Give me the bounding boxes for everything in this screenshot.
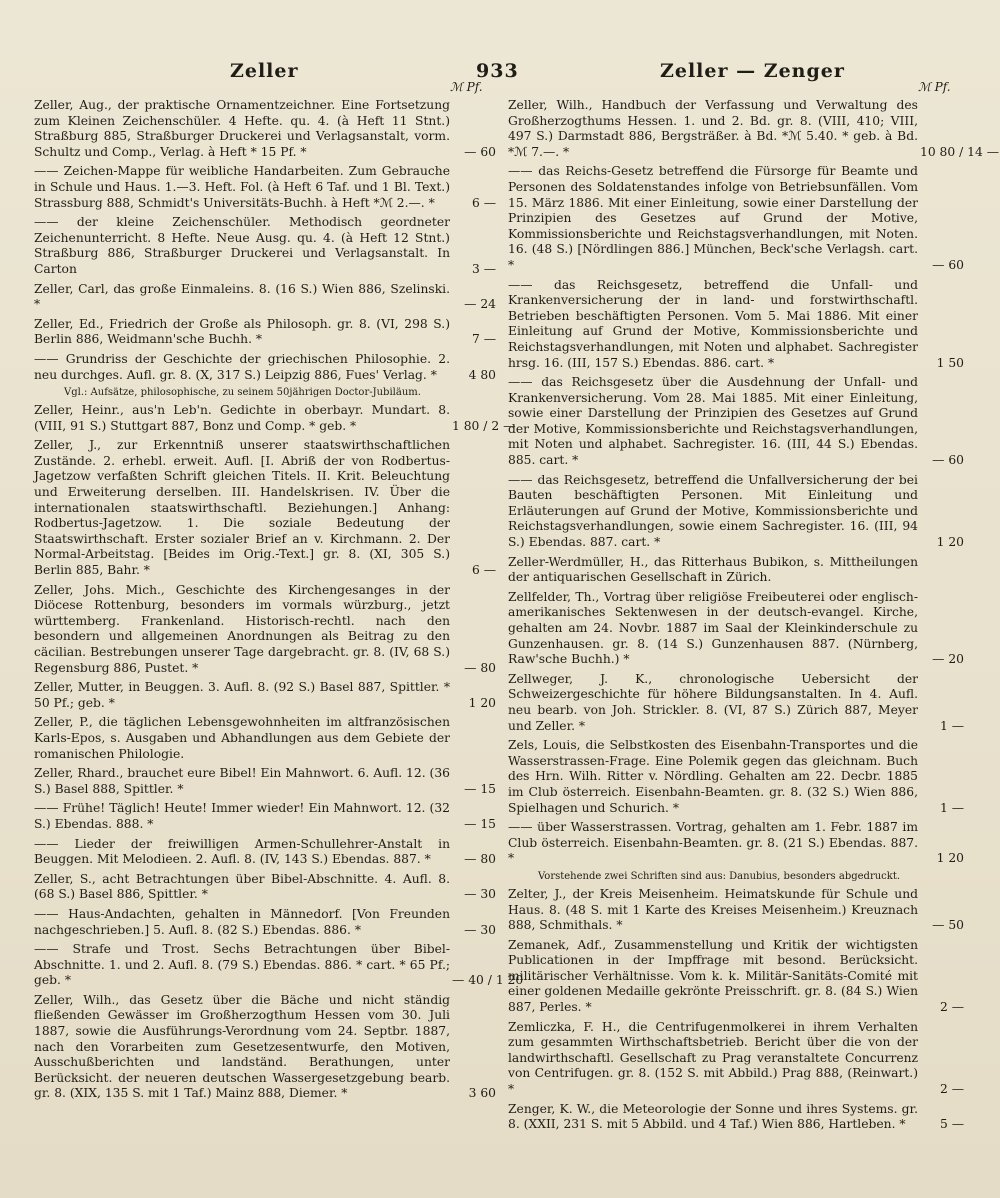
- entry-text: Zels, Louis, die Selbstkosten des Eisenbahn-Transportes und die Wasserstrassen-Frage. Eine Polemik gegen das gleichnam. Buch des Hrn. Wilh. Ritter v. Nördling. Gehalten am 22. Decbr. 1885 im Club österreich. Eisenbahn-Beamten. gr. 8. (32 S.) Wien 886, Spielhagen und Schurich. *: [508, 738, 918, 815]
- entry-price: 2 —: [939, 1082, 964, 1097]
- catalog-entry: [34, 387, 496, 399]
- entry-text: —— das Reichsgesetz über die Ausdehnung der Unfall- und Krankenversicherung. Vom 28. Mai 1885. Mit einer Einleitung, sowie einer Darstellung der Prinzipien des Gesetzes auf Grund der Motive, Kommissionsberichte und Reichstagsverhandlungen, mit Noten und alphabet. Sachregister. 16. (III, 44 S.) Ebendas. 885. cart. *: [508, 375, 918, 468]
- entry-price: 1 —: [939, 800, 964, 815]
- entry-price: — 30: [464, 887, 496, 902]
- running-head-left: Zeller: [230, 60, 299, 82]
- entry-text: Zeller, J., zur Erkenntniß unserer staatswirthschaftlichen Zustände. 2. erhebl. erweit. Aufl. [I. Abriß der von Rodbertus-Jagetzow verfaßten Schrift gleichen Titels. II. Krit. Beleuchtung und Erweiterung derselben. III. Handelskrisen. IV. Über die internationalen staatswirthschaftl. Beziehungen.] Anhang: Rodbertus-Jagetzow. 1. Die soziale Bedeutung der Staatswirthschaft. Erster sozialer Brief an v. Kirchmann. 2. Der Normal-Arbeitstag. [Beides im Orig.-Text.] gr. 8. (XI, 305 S.) Berlin 885, Bahr. *: [34, 438, 450, 578]
- entry-price: 1 50: [936, 355, 964, 370]
- catalog-entry: [34, 98, 496, 160]
- entry-text: Zeller, Aug., der praktische Ornamentzeichner. Eine Fortsetzung zum Kleinen Zeichenschüler. 4 Hefte. qu. 4. (à Heft 11 Stnt.) Straßburg 885, Straßburger Druckerei und Verlagsanstalt, vorm. Schultz und Comp., Verlag. à Heft * 15 Pf. *: [34, 98, 450, 159]
- catalog-entry: [34, 317, 496, 348]
- catalog-entry: [508, 164, 964, 273]
- catalog-entry: [508, 590, 964, 668]
- running-head-right: Zeller — Zenger: [660, 60, 845, 82]
- entry-text: Zeller, Heinr., aus'n Leb'n. Gedichte in oberbayr. Mundart. 8. (VIII, 91 S.) Stuttgart 887, Bonz und Comp. * geb. *: [34, 403, 450, 433]
- page-number: 933: [476, 60, 519, 82]
- catalog-entry: [34, 872, 496, 903]
- left-column: [34, 98, 524, 1106]
- entry-text: Zeller, Mutter, in Beuggen. 3. Aufl. 8. (92 S.) Basel 887, Spittler. * 50 Pf.; geb. *: [34, 680, 450, 710]
- catalog-entry: [34, 403, 516, 434]
- catalog-entry: [508, 375, 964, 469]
- entry-price: 4 80: [468, 367, 496, 382]
- currency-header-left: ℳ Pf.: [450, 80, 483, 94]
- catalog-entry: [34, 680, 496, 711]
- entry-price: 5 —: [939, 1117, 964, 1132]
- entry-price: — 80: [464, 660, 496, 675]
- currency-header-right: ℳ Pf.: [918, 80, 951, 94]
- entry-text: —— Grundriss der Geschichte der griechischen Philosophie. 2. neu durchges. Aufl. gr. 8. (X, 317 S.) Leipzig 886, Fues' Verlag. *: [34, 351, 450, 382]
- catalog-entry: [34, 282, 496, 313]
- catalog-entry: [508, 887, 964, 934]
- entry-text: Zeller, Wilh., das Gesetz über die Bäche und nicht ständig fließenden Gewässer im Großherzogthum Hessen vom 30. Juli 1887, sowie die Ausführungs-Verordnung vom 24. Septbr. 1887, nach den Vorarbeiten zum Gesetzesentwurfe, den Motiven, Ausschußberichten und landständ. Berathungen, unter Berücksicht. der neueren deutschen Wassergesetzgebung bearb. gr. 8. (XIX, 135 S. mit 1 Taf.) Mainz 888, Diemer. *: [34, 992, 450, 1101]
- catalog-entry: [508, 672, 964, 734]
- catalog-entry: [34, 907, 496, 938]
- catalog-entry: [508, 1102, 964, 1133]
- entry-price: — 15: [464, 816, 496, 831]
- entry-price: — 60: [932, 453, 964, 468]
- entry-price: 3 —: [471, 261, 496, 276]
- entry-text: —— Lieder der freiwilligen Armen-Schullehrer-Anstalt in Beuggen. Mit Melodieen. 2. Aufl. 8. (IV, 143 S.) Ebendas. 887. *: [34, 836, 450, 867]
- entry-text: —— das Reichs-Gesetz betreffend die Fürsorge für Beamte und Personen des Soldatenstandes infolge von Betriebsunfällen. Vom 15. März 1886. Mit einer Einleitung, sowie einer Darstellung der Prinzipien des Gesetzes auf Grund der Motive, Kommissionsberichte und Reichstagsverhandlungen, mit Noten. 16. (48 S.) [Nördlingen 886.] München, Beck'sche Verlagsh. cart. *: [508, 164, 918, 272]
- entry-price: 2 —: [939, 1000, 964, 1015]
- entry-price: 1 80 / 2 —: [452, 418, 516, 433]
- entry-text: —— über Wasserstrassen. Vortrag, gehalten am 1. Febr. 1887 im Club österreich. Eisenbahn-Beamten. gr. 8. (21 S.) Ebendas. 887. *: [508, 820, 918, 866]
- entry-text: Zenger, K. W., die Meteorologie der Sonne und ihres Systems. gr. 8. (XXII, 231 S. mit 5 Abbild. und 4 Taf.) Wien 886, Hartleben. *: [508, 1101, 918, 1132]
- entry-text: Zeller, Wilh., Handbuch der Verfassung und Verwaltung des Großherzogthums Hessen. 1. und 2. Bd. gr. 8. (VIII, 410; VIII, 497 S.) Darmstadt 886, Bergsträßer. à Bd. *ℳ 5.40. * geb. à Bd. *ℳ 7.—. *: [508, 98, 918, 159]
- entry-text: Zemanek, Adf., Zusammenstellung und Kritik der wichtigsten Publicationen in der Impffrage mit besond. Berücksicht. militärischer Verhältnisse. Vom k. k. Militär-Sanitäts-Comité mit einer goldenen Medaille gekrönte Preisschrift. gr. 8. (84 S.) Wien 887, Perles. *: [508, 937, 918, 1015]
- entry-price: — 40 / 1 20: [452, 973, 524, 988]
- entry-text: Vgl.: Aufsätze, philosophische, zu seinem 50jährigen Doctor-Jubiläum.: [64, 387, 421, 399]
- entry-text: —— der kleine Zeichenschüler. Methodisch geordneter Zeichenunterricht. 8 Hefte. Neue Ausg. qu. 4. (à Heft 12 Stnt.) Straßburg 886, Straßburger Druckerei und Verlagsanstalt. In Carton: [34, 215, 450, 276]
- entry-text: Zellfelder, Th., Vortrag über religiöse Freibeuterei oder englisch-amerikanisches Sektenwesen in der deutsch-evangel. Kirche, gehalten am 24. Novbr. 1887 im Saal der Kleinkinderschule zu Gunzenhausen. gr. 8. (14 S.) Gunzenhausen 887. (Nürnberg, Raw'sche Buchh.) *: [508, 589, 918, 667]
- entry-price: 10 80 / 14 —: [920, 144, 1000, 159]
- entry-text: Zeller, S., acht Betrachtungen über Bibel-Abschnitte. 4. Aufl. 8. (68 S.) Basel 886, Spittler. *: [34, 871, 450, 902]
- entry-price: — 60: [464, 144, 496, 159]
- catalog-entry: [34, 583, 496, 677]
- entry-price: 1 20: [936, 535, 964, 550]
- entry-price: 3 60: [468, 1086, 496, 1101]
- entry-text: Zeller, Carl, das große Einmaleins. 8. (16 S.) Wien 886, Szelinski. *: [34, 281, 450, 312]
- entry-text: —— Strafe und Trost. Sechs Betrachtungen über Bibel-Abschnitte. 1. und 2. Aufl. 8. (79 S.) Ebendas. 886. * cart. * 65 Pf.; geb. *: [34, 942, 450, 988]
- catalog-entry: [508, 1020, 964, 1098]
- entry-text: —— das Reichsgesetz, betreffend die Unfall- und Krankenversicherung der in land- und forstwirthschaftl. Betrieben beschäftigten Personen. Vom 5. Mai 1886. Mit einer Einleitung auf Grund der Motive, Kommissionsberichte und Reichstagsverhandlungen, mit Noten und alphabet. Sachregister hrsg. 16. (III, 157 S.) Ebendas. 886. cart. *: [508, 277, 918, 370]
- catalog-entry: [508, 738, 964, 816]
- catalog-entry: [508, 820, 964, 867]
- entry-text: —— Haus-Andachten, gehalten in Männedorf. [Von Freunden nachgeschrieben.] 5. Aufl. 8. (82 S.) Ebendas. 886. *: [34, 906, 450, 937]
- entry-price: 1 —: [939, 718, 964, 733]
- entry-text: Zeller, Rhard., brauchet eure Bibel! Ein Mahnwort. 6. Aufl. 12. (36 S.) Basel 888, Spittler. *: [34, 766, 450, 796]
- entry-text: Zeller, Johs. Mich., Geschichte des Kirchengesanges in der Diöcese Rottenburg, besonders im vormals würzburg., jetzt württemberg. Frankenland. Historisch-rechtl. nach den besondern und allgemeinen Anordnungen als Beitrag zu den cäcilian. Bestrebungen unserer Tage dargebracht. gr. 8. (IV, 68 S.) Regensburg 886, Pustet. *: [34, 582, 450, 675]
- catalog-entry: [508, 938, 964, 1016]
- catalog-entry: [508, 555, 964, 586]
- catalog-entry: [34, 942, 524, 989]
- catalog-entry: [508, 871, 964, 883]
- entry-text: Zeller-Werdmüller, H., das Ritterhaus Bubikon, s. Mittheilungen der antiquarischen Gesellschaft in Zürich.: [508, 554, 918, 585]
- catalog-entry: [34, 352, 496, 383]
- catalog-entry: [508, 473, 964, 551]
- catalog-entry: [34, 993, 496, 1102]
- catalog-entry: [508, 98, 1000, 160]
- catalog-entry: [34, 801, 496, 832]
- catalog-entry: [34, 438, 496, 578]
- entry-text: —— Frühe! Täglich! Heute! Immer wieder! Ein Mahnwort. 12. (32 S.) Ebendas. 888. *: [34, 801, 450, 831]
- entry-text: —— das Reichsgesetz, betreffend die Unfallversicherung der bei Bauten beschäftigten Personen. Mit Einleitung und Erläuterungen auf Grund der Motive, Kommissionsberichte und Reichstagsverhandlungen, sowie einem Sachregister. 16. (III, 94 S.) Ebendas. 887. cart. *: [508, 472, 918, 550]
- entry-price: — 60: [932, 257, 964, 272]
- catalog-entry: [34, 766, 496, 797]
- catalog-entry: [34, 837, 496, 868]
- entry-text: Vorstehende zwei Schriften sind aus: Danubius, besonders abgedruckt.: [538, 870, 901, 882]
- catalog-entry: [34, 715, 496, 762]
- entry-text: Zemliczka, F. H., die Centrifugenmolkerei in ihrem Verhalten zum gesammten Wirthschaftsbetrieb. Bericht über die von der landwirthschaftl. Gesellschaft zu Prag veranstaltete Concurrenz von Centrifugen. gr. 8. (152 S. mit Abbild.) Prag 888, (Reinwart.) *: [508, 1019, 918, 1097]
- entry-price: — 30: [464, 922, 496, 937]
- entry-price: — 50: [932, 918, 964, 933]
- entry-price: 7 —: [471, 332, 496, 347]
- right-column: [508, 98, 1000, 1137]
- entry-text: Zeller, P., die täglichen Lebensgewohnheiten im altfranzösischen Karls-Epos, s. Ausgaben und Abhandlungen aus dem Gebiete der romanischen Philologie.: [34, 715, 450, 761]
- entry-text: Zeller, Ed., Friedrich der Große als Philosoph. gr. 8. (VI, 298 S.) Berlin 886, Weidmann'sche Buchh. *: [34, 316, 450, 347]
- entry-price: 6 —: [471, 195, 496, 210]
- entry-text: Zelter, J., der Kreis Meisenheim. Heimatskunde für Schule und Haus. 8. (48 S. mit 1 Karte des Kreises Meisenheim.) Kreuznach 888, Schmithals. *: [508, 886, 918, 933]
- entry-price: — 15: [464, 781, 496, 796]
- entry-price: 1 20: [936, 851, 964, 866]
- entry-price: 6 —: [471, 563, 496, 578]
- entry-price: — 20: [932, 652, 964, 667]
- entry-text: Zellweger, J. K., chronologische Uebersicht der Schweizergeschichte für höhere Bildungsanstalten. In 4. Aufl. neu bearb. von Joh. Strickler. 8. (VI, 87 S.) Zürich 887, Meyer und Zeller. *: [508, 671, 918, 733]
- entry-price: — 24: [464, 297, 496, 312]
- catalog-entry: [34, 215, 496, 277]
- entry-price: 1 20: [468, 695, 496, 710]
- catalog-entry: [508, 278, 964, 372]
- entry-price: — 80: [464, 852, 496, 867]
- catalog-entry: [34, 164, 496, 211]
- entry-text: —— Zeichen-Mappe für weibliche Handarbeiten. Zum Gebrauche in Schule und Haus. 1.—3. Heft. Fol. (à Heft 6 Taf. und 1 Bl. Text.) Strassburg 888, Schmidt's Universitäts-Buchh. à Heft *ℳ 2.—. *: [34, 164, 450, 210]
